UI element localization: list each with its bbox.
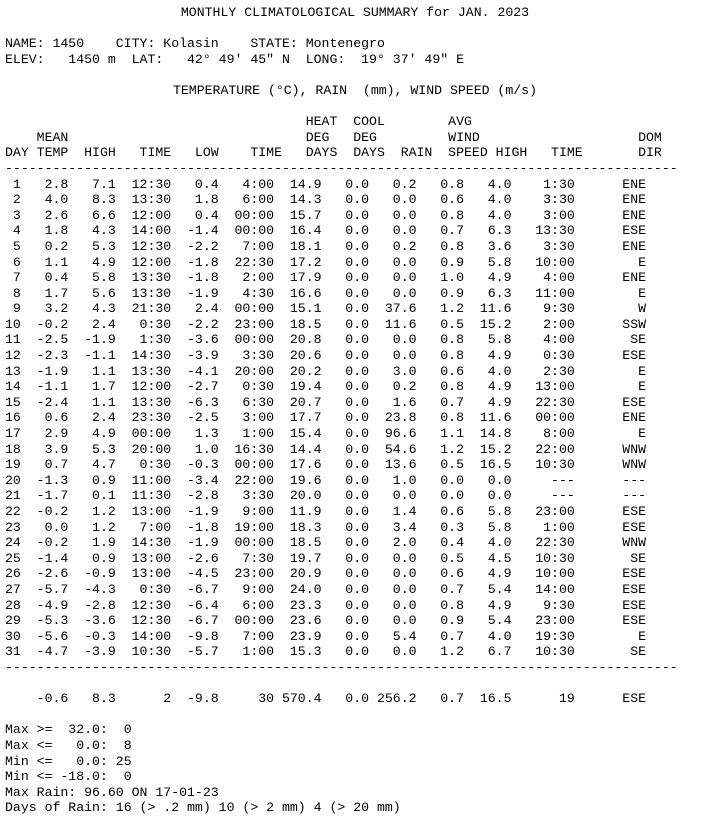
table-row: 7 0.4 5.8 13:30 -1.8 2:00 17.9 0.0 0.0 1.0 4.9 4:00 ENE <box>5 270 647 286</box>
table-row: 18 3.9 5.3 20:00 1.0 16:30 14.4 0.0 54.6 1.2 15.2 22:00 WNW <box>5 441 647 457</box>
table-row: 4 1.8 4.3 14:00 -1.4 00:00 16.4 0.0 0.0 0.7 6.3 13:30 ESE <box>5 223 647 239</box>
table-row: 16 0.6 2.4 23:30 -2.5 3:00 17.7 0.0 23.8 0.8 11.6 00:00 ENE <box>5 410 647 426</box>
table-row: 15 -2.4 1.1 13:30 -6.3 6:30 20.7 0.0 1.6 0.7 4.9 22:30 ESE <box>5 394 647 410</box>
table-row: 17 2.9 4.9 00:00 1.3 1:00 15.4 0.0 96.6 1.1 14.8 8:00 E <box>5 426 647 442</box>
table-row: 31 -4.7 -3.9 10:30 -5.7 1:00 15.3 0.0 0.0 1.2 6.7 10:30 SE <box>5 644 647 660</box>
table-header-line: MEAN DEG DEG WIND DOM <box>5 129 662 145</box>
table-row: 9 3.2 4.3 21:30 2.4 00:00 15.1 0.0 37.6 1.2 11.6 9:30 W <box>5 301 647 317</box>
summary-row: -0.6 8.3 2 -9.8 30 570.4 0.0 256.2 0.7 16.5 19 ESE <box>5 691 647 707</box>
table-header-line: HEAT COOL AVG <box>5 114 472 130</box>
table-row: 21 -1.7 0.1 11:30 -2.8 3:30 20.0 0.0 0.0 0.0 0.0 --- --- <box>5 488 647 504</box>
table-row: 28 -4.9 -2.8 12:30 -6.4 6:00 23.3 0.0 0.0 0.8 4.9 9:30 ESE <box>5 597 647 613</box>
table-row: 30 -5.6 -0.3 14:00 -9.8 7:00 23.9 0.0 5.4 0.7 4.0 19:30 E <box>5 628 647 644</box>
blank-line <box>5 99 714 115</box>
table-row: 14 -1.1 1.7 12:00 -2.7 0:30 19.4 0.0 0.2 0.8 4.9 13:00 E <box>5 379 647 395</box>
footer-line: Min <= -18.0: 0 <box>5 769 132 785</box>
table-row: 11 -2.5 -1.9 1:30 -3.6 00:00 20.8 0.0 0.0 0.8 5.8 4:00 SE <box>5 332 647 348</box>
table-row: 8 1.7 5.6 13:30 -1.9 4:30 16.6 0.0 0.0 0.9 6.3 11:00 E <box>5 285 647 301</box>
table-row: 1 2.8 7.1 12:30 0.4 4:00 14.9 0.0 0.2 0.8 4.0 1:30 ENE <box>5 176 647 192</box>
table-row: 22 -0.2 1.2 13:00 -1.9 9:00 11.9 0.0 1.4 0.6 5.8 23:00 ESE <box>5 504 647 519</box>
table-row: 12 -2.3 -1.1 14:30 -3.9 3:30 20.6 0.0 0.0 0.8 4.9 0:30 ESE <box>5 348 647 364</box>
units-line: TEMPERATURE (°C), RAIN (mm), WIND SPEED (m/s) <box>172 82 538 98</box>
table-row: 2 4.0 8.3 13:30 1.8 6:00 14.3 0.0 0.0 0.6 4.0 3:30 ENE <box>5 192 647 208</box>
location-line: ELEV: 1450 m LAT: 42° 49' 45" N LONG: 19° 37' 49" E <box>5 51 464 67</box>
footer-line: Max >= 32.0: 0 <box>5 722 132 738</box>
table-separator: ------------------------------------------------------------------------------------- <box>5 160 678 176</box>
blank-line <box>5 21 714 37</box>
report-title: MONTHLY CLIMATOLOGICAL SUMMARY for JAN. 2023 <box>180 5 530 20</box>
table-row: 20 -1.3 0.9 11:00 -3.4 22:00 19.6 0.0 1.0 0.0 0.0 --- --- <box>5 472 647 488</box>
table-row: 23 0.0 1.2 7:00 -1.8 19:00 18.3 0.0 3.4 0.3 5.8 1:00 ESE <box>5 519 647 535</box>
footer-line: Days of Rain: 16 (> .2 mm) 10 (> 2 mm) 4 (> 20 mm) <box>5 800 401 816</box>
blank-line <box>5 707 714 723</box>
blank-line <box>5 676 714 692</box>
blank-line <box>5 67 714 83</box>
footer-line: Max <= 0.0: 8 <box>5 737 132 753</box>
table-separator: ------------------------------------------------------------------------------------- <box>5 659 678 675</box>
table-row: 27 -5.7 -4.3 0:30 -6.7 9:00 24.0 0.0 0.0 0.7 5.4 14:00 ESE <box>5 581 647 597</box>
table-row: 3 2.6 6.6 12:00 0.4 00:00 15.7 0.0 0.0 0.8 4.0 3:00 ENE <box>5 207 647 223</box>
table-row: 6 1.1 4.9 12:00 -1.8 22:30 17.2 0.0 0.0 0.9 5.8 10:00 E <box>5 254 647 270</box>
table-row: 26 -2.6 -0.9 13:00 -4.5 23:00 20.9 0.0 0.0 0.6 4.9 10:00 ESE <box>5 566 647 582</box>
table-row: 5 0.2 5.3 12:30 -2.2 7:00 18.1 0.0 0.2 0.8 3.6 3:30 ENE <box>5 238 647 254</box>
table-row: 10 -0.2 2.4 0:30 -2.2 23:00 18.5 0.0 11.6 0.5 15.2 2:00 SSW <box>5 316 647 332</box>
footer-line: Max Rain: 96.60 ON 17-01-23 <box>5 784 219 800</box>
table-row: 25 -1.4 0.9 13:00 -2.6 7:30 19.7 0.0 0.0 0.5 4.5 10:30 SE <box>5 550 647 566</box>
table-row: 13 -1.9 1.1 13:30 -4.1 20:00 20.2 0.0 3.0 0.6 4.0 2:30 E <box>5 363 647 379</box>
climatological-report <box>5 5 714 816</box>
table-row: 29 -5.3 -3.6 12:30 -6.7 00:00 23.6 0.0 0.0 0.9 5.4 23:00 ESE <box>5 613 647 629</box>
table-header-line: DAY TEMP HIGH TIME LOW TIME DAYS DAYS RAIN SPEED HIGH TIME DIR <box>5 145 662 161</box>
footer-line: Min <= 0.0: 25 <box>5 753 132 769</box>
table-row: 19 0.7 4.7 0:30 -0.3 00:00 17.6 0.0 13.6 0.5 16.5 10:30 WNW <box>5 457 647 473</box>
station-line: NAME: 1450 CITY: Kolasin STATE: Montenegro <box>5 36 385 52</box>
table-row: 24 -0.2 1.9 14:30 -1.9 00:00 18.5 0.0 2.0 0.4 4.0 22:30 WNW <box>5 535 647 551</box>
